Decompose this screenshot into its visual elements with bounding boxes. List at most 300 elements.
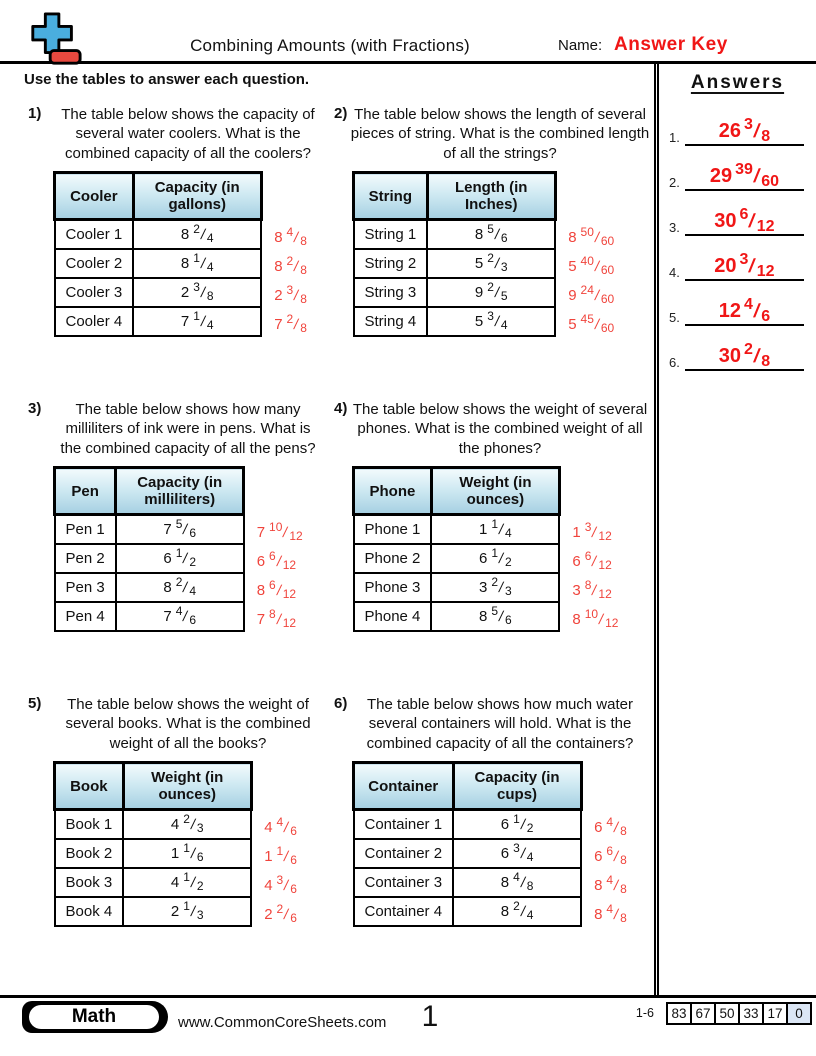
fraction-fd: 2 (505, 554, 512, 569)
fraction-fd: 2 (526, 820, 534, 835)
row-value (123, 839, 251, 868)
table-row (55, 220, 308, 249)
table-col-header-item: Pen (55, 468, 116, 515)
fraction-fn: 2 (513, 898, 520, 913)
fraction-fd: 6 (196, 849, 204, 864)
row-value (133, 278, 261, 307)
table-col-header-item: Book (55, 763, 124, 810)
fraction-fn: 24 (580, 282, 594, 297)
fraction-fn: 6 (606, 843, 614, 858)
fraction-fs: / (282, 848, 290, 865)
fraction-fw: 8 (163, 578, 172, 596)
fraction-fd: 3 (196, 820, 204, 835)
fraction-fn: 3 (193, 279, 200, 294)
row-converted-answer (244, 573, 304, 602)
problem-table (53, 466, 305, 632)
fraction-fs: / (497, 550, 505, 567)
fraction-fd: 6 (290, 910, 297, 925)
table-col-header-value: Length (in Inches) (427, 173, 555, 220)
problem (24, 392, 330, 687)
fraction-fw: 2 (180, 283, 190, 301)
fraction-fn: 50 (580, 224, 594, 239)
row-label: Pen 3 (55, 573, 116, 602)
fraction-fs: / (292, 258, 300, 275)
row-label: Cooler 1 (55, 220, 134, 249)
row-value (453, 868, 581, 897)
problem-table-wrap (352, 171, 654, 337)
table-col-header-item: Cooler (55, 173, 134, 220)
fraction-fw: 7 (256, 523, 266, 541)
row-label: Book 2 (55, 839, 124, 868)
fraction-fw: 1 (170, 844, 180, 862)
row-converted-answer (251, 810, 298, 839)
table-body (354, 810, 628, 926)
answer-item (669, 341, 804, 371)
table-body (354, 220, 616, 336)
fraction-fd: 6 (505, 612, 512, 627)
row-label: Book 3 (55, 868, 124, 897)
fraction-fn: 2 (183, 811, 190, 826)
fraction-fs: / (497, 579, 505, 596)
table-row (354, 515, 619, 544)
fraction-fn: 2 (744, 341, 753, 358)
fraction-fs: / (751, 121, 762, 142)
fraction-fd: 12 (605, 615, 619, 630)
fraction-fd: 60 (761, 173, 779, 190)
fraction-fn: 2 (487, 279, 494, 294)
problem (24, 687, 330, 927)
fraction-fn: 2 (487, 250, 494, 265)
fraction-fd: 6 (761, 308, 771, 325)
problem-table (352, 761, 629, 927)
row-value (431, 515, 559, 544)
row-value (116, 515, 244, 544)
fraction-fw: 6 (500, 844, 510, 862)
fraction-fd: 2 (196, 878, 204, 893)
fraction-fd: 60 (600, 291, 615, 306)
subject-label: Math (29, 1005, 159, 1029)
problem (330, 97, 654, 392)
fraction-fw: 8 (274, 257, 283, 275)
problem-table (53, 761, 299, 927)
fraction-fw: 8 (256, 581, 266, 599)
fraction-fw: 6 (479, 549, 488, 567)
fraction-fs: / (519, 874, 527, 891)
fraction-fw: 9 (474, 283, 484, 301)
problem (330, 687, 654, 927)
table-header-row (354, 468, 619, 515)
table-col-header-item: Container (354, 763, 454, 810)
fraction-fs: / (282, 877, 290, 894)
fraction-fn: 1 (491, 545, 499, 560)
table-row (354, 602, 619, 631)
table-row (354, 307, 616, 336)
fraction-fd: 8 (761, 128, 771, 145)
fraction-fn: 4 (606, 872, 614, 887)
row-label: Book 4 (55, 897, 124, 926)
fraction-fw: 20 (714, 255, 737, 277)
table-row (55, 839, 298, 868)
problem-table (352, 466, 619, 632)
row-converted-answer (251, 868, 298, 897)
problem-table-wrap (53, 171, 330, 337)
fraction-fn: 3 (286, 282, 294, 297)
problem-question: The table below shows the length of several pieces of string. What is the combined length of all the strings? (350, 106, 650, 162)
fraction-fw: 30 (718, 345, 741, 367)
fraction-fd: 3 (500, 259, 508, 274)
fraction-fw: 8 (500, 902, 510, 920)
fraction-fd: 6 (290, 852, 297, 867)
fraction-fw: 8 (500, 873, 510, 891)
fraction-fw: 5 (474, 312, 484, 330)
row-label: Phone 4 (354, 602, 432, 631)
fraction-fs: / (597, 611, 605, 628)
fraction-fd: 8 (620, 823, 627, 838)
fraction-fn: 40 (580, 253, 594, 268)
fraction-fn: 6 (584, 548, 592, 563)
fraction-fs: / (181, 550, 190, 567)
fraction-fw: 4 (264, 818, 273, 836)
table-body (55, 810, 298, 926)
table-row (354, 249, 616, 278)
row-value (453, 897, 581, 926)
problem-question: The table below shows the capacity of several water coolers. What is the combined capacity of all the coolers? (61, 106, 315, 162)
fraction-fs: / (199, 226, 207, 243)
answer-index: 4. (669, 265, 680, 280)
problem-table-wrap (352, 466, 654, 632)
fraction-fd: 6 (189, 612, 197, 627)
fraction-fs: / (199, 284, 207, 301)
answers-title: Answers (690, 72, 785, 93)
fraction-fd: 8 (300, 262, 307, 277)
row-value (116, 602, 244, 631)
row-converted-answer (251, 839, 298, 868)
fraction-fn: 2 (276, 901, 284, 916)
fraction-fd: 4 (189, 583, 197, 598)
fraction-fn: 6 (739, 206, 749, 223)
row-label: Container 2 (354, 839, 454, 868)
fraction-fw: 8 (594, 876, 603, 894)
fraction-fw: 12 (718, 300, 741, 322)
fraction-fs: / (493, 313, 501, 330)
fraction-fn: 8 (584, 577, 592, 592)
fraction-fs: / (493, 226, 501, 243)
table-row (354, 897, 628, 926)
row-label: Cooler 4 (55, 307, 134, 336)
fraction-fs: / (292, 229, 300, 246)
fraction-fn: 4 (606, 814, 614, 829)
problem-table-wrap (53, 761, 330, 927)
row-converted-answer (261, 220, 308, 249)
page-header (0, 0, 816, 64)
fraction-fd: 8 (526, 878, 534, 893)
table-col-header-item: Phone (354, 468, 432, 515)
fraction-fd: 12 (282, 557, 297, 572)
score-box: 83 (666, 1002, 692, 1025)
fraction-fd: 4 (206, 259, 214, 274)
fraction-fs: / (612, 819, 620, 836)
score-box: 67 (690, 1002, 716, 1025)
fraction-fs: / (181, 608, 190, 625)
fraction-fw: 6 (500, 815, 510, 833)
fraction-fs: / (612, 877, 620, 894)
fraction-fs: / (282, 906, 290, 923)
answer-value (685, 206, 804, 236)
fraction-fn: 1 (183, 840, 190, 855)
fraction-fs: / (590, 553, 599, 570)
row-label: Pen 2 (55, 544, 116, 573)
table-row (354, 278, 616, 307)
problems-area (0, 64, 654, 995)
row-converted-answer (261, 249, 308, 278)
fraction-fw: 8 (568, 228, 577, 246)
fraction-fw: 5 (568, 315, 577, 333)
page-title: Combining Amounts (with Fractions) (190, 36, 470, 55)
fraction-fd: 6 (290, 881, 297, 896)
row-label: Book 1 (55, 810, 124, 839)
row-converted-answer (581, 897, 628, 926)
fraction-fn: 4 (276, 814, 284, 829)
fraction-fd: 12 (598, 528, 612, 543)
row-converted-answer (555, 220, 615, 249)
fraction-fn: 2 (193, 221, 200, 236)
fraction-fd: 60 (600, 320, 615, 335)
plus-minus-logo-icon (26, 11, 84, 67)
fraction-fs: / (747, 256, 758, 277)
fraction-fd: 12 (598, 557, 612, 572)
fraction-fs: / (275, 582, 283, 599)
fraction-fn: 2 (286, 311, 294, 326)
name-label: Name: (558, 37, 603, 54)
fraction-fw: 5 (474, 254, 484, 272)
fraction-fw: 1 (572, 523, 581, 541)
fraction-fn: 3 (744, 116, 753, 133)
problem-number: 5) (28, 695, 42, 712)
fraction-fd: 8 (620, 852, 627, 867)
row-label: Pen 1 (55, 515, 116, 544)
table-header-row (55, 173, 308, 220)
fraction-fn: 2 (491, 574, 499, 589)
row-value (431, 602, 559, 631)
answer-index: 1. (669, 130, 680, 145)
row-converted-answer (555, 249, 615, 278)
fraction-fd: 3 (505, 583, 512, 598)
fraction-fd: 8 (761, 353, 771, 370)
fraction-fw: 6 (163, 549, 172, 567)
fraction-fw: 7 (163, 520, 172, 538)
fraction-fn: 4 (606, 901, 614, 916)
row-value (116, 544, 244, 573)
problem-table (352, 171, 616, 337)
fraction-fd: 2 (189, 554, 197, 569)
fraction-fs: / (199, 313, 207, 330)
answer-value (685, 296, 804, 326)
answer-value (685, 161, 804, 191)
fraction-fw: 8 (572, 610, 581, 628)
fraction-fn: 4 (286, 224, 294, 239)
fraction-fs: / (612, 906, 620, 923)
problem (330, 392, 654, 687)
fraction-fw: 26 (718, 120, 741, 142)
problem-number: 1) (28, 105, 42, 122)
fraction-fw: 8 (479, 607, 488, 625)
row-label: Phone 2 (354, 544, 432, 573)
fraction-fn: 1 (513, 811, 520, 826)
row-converted-answer (581, 868, 628, 897)
row-label: Phone 1 (354, 515, 432, 544)
table-row (354, 544, 619, 573)
fraction-fs: / (519, 845, 527, 862)
table-row (55, 897, 298, 926)
page-footer (0, 995, 816, 1053)
fraction-fn: 1 (183, 869, 190, 884)
fraction-fw: 4 (170, 815, 180, 833)
row-label: Cooler 3 (55, 278, 134, 307)
table-row (55, 573, 304, 602)
table-col-header-spacer (559, 468, 618, 515)
fraction-fd: 12 (756, 218, 775, 235)
table-col-header-spacer (581, 763, 628, 810)
fraction-fs: / (181, 521, 190, 538)
fraction-fw: 4 (170, 873, 180, 891)
row-value (123, 868, 251, 897)
score-box: 50 (714, 1002, 740, 1025)
table-row (55, 515, 304, 544)
fraction-fd: 12 (289, 528, 303, 543)
answer-index: 2. (669, 175, 680, 190)
fraction-fs: / (189, 903, 197, 920)
row-value (133, 249, 261, 278)
fraction-fw: 7 (180, 312, 190, 330)
fraction-fs: / (751, 301, 762, 322)
row-converted-answer (251, 897, 298, 926)
problem (24, 97, 330, 392)
row-converted-answer (559, 602, 618, 631)
problem-number: 2) (334, 105, 348, 122)
fraction-fn: 6 (269, 577, 276, 592)
table-col-header-spacer (555, 173, 615, 220)
fraction-fw: 5 (568, 257, 577, 275)
row-value (427, 307, 555, 336)
subject-badge (22, 1001, 168, 1033)
row-value (431, 544, 559, 573)
answer-index: 5. (669, 310, 680, 325)
answer-item (669, 251, 804, 281)
answers-panel (654, 64, 816, 995)
answer-value (685, 251, 804, 281)
fraction-fd: 12 (282, 615, 297, 630)
row-converted-answer (261, 278, 308, 307)
fraction-fn: 1 (276, 843, 284, 858)
fraction-fs: / (189, 845, 197, 862)
problem-table (53, 171, 309, 337)
instructions: Use the tables to answer each question. (24, 71, 310, 88)
fraction-fn: 8 (269, 606, 276, 621)
fraction-fs: / (292, 287, 300, 304)
table-row (55, 868, 298, 897)
row-value (427, 278, 555, 307)
answers-list (659, 116, 816, 371)
fraction-fw: 2 (264, 905, 273, 923)
problem-question: The table below shows the weight of several phones. What is the combined weight of all the phones? (352, 401, 648, 457)
fraction-fs: / (593, 287, 601, 304)
problem-number: 4) (334, 400, 348, 417)
fraction-fn: 3 (487, 308, 494, 323)
fraction-fn: 2 (175, 574, 183, 589)
fraction-fw: 8 (274, 228, 283, 246)
row-label: Cooler 2 (55, 249, 134, 278)
fraction-fs: / (181, 579, 190, 596)
answer-item (669, 296, 804, 326)
fraction-fw: 7 (274, 315, 283, 333)
fraction-fs: / (292, 316, 300, 333)
problem-question: The table below shows the weight of several books. What is the combined weight of all the books? (65, 696, 311, 752)
row-converted-answer (261, 307, 308, 336)
fraction-fn: 3 (739, 251, 749, 268)
fraction-fs: / (593, 316, 601, 333)
table-row (55, 602, 304, 631)
name-value: Answer Key (614, 34, 728, 55)
website-url: www.CommonCoreSheets.com (178, 1014, 387, 1031)
table-col-header-value: Capacity (in milliliters) (116, 468, 244, 515)
fraction-fw: 4 (264, 876, 273, 894)
fraction-fs: / (590, 582, 599, 599)
row-converted-answer (559, 515, 618, 544)
fraction-fn: 5 (487, 221, 494, 236)
fraction-fd: 4 (206, 230, 214, 245)
problem-range: 1-6 (635, 1006, 654, 1020)
fraction-fd: 60 (600, 233, 615, 248)
fraction-fd: 4 (500, 317, 508, 332)
answer-value (685, 116, 804, 146)
table-row (55, 249, 308, 278)
fraction-fn: 2 (286, 253, 294, 268)
fraction-fw: 8 (180, 225, 190, 243)
fraction-fs: / (590, 524, 599, 541)
fraction-fs: / (593, 229, 601, 246)
problems-grid (24, 97, 654, 927)
fraction-fd: 4 (526, 907, 534, 922)
content (0, 64, 816, 995)
row-value (116, 573, 244, 602)
answer-value (685, 341, 804, 371)
fraction-fn: 1 (193, 308, 200, 323)
table-row (354, 839, 628, 868)
table-body (55, 515, 304, 631)
fraction-fs: / (519, 816, 527, 833)
row-label: Phone 3 (354, 573, 432, 602)
row-label: Pen 4 (55, 602, 116, 631)
fraction-fs: / (275, 611, 283, 628)
fraction-fw: 1 (479, 520, 488, 538)
fraction-fn: 1 (193, 250, 200, 265)
answer-index: 3. (669, 220, 680, 235)
fraction-fw: 8 (474, 225, 484, 243)
row-label: String 3 (354, 278, 428, 307)
problem-question: The table below shows how much water several containers will hold. What is the combined capacity of all the containers? (366, 696, 634, 752)
fraction-fs: / (519, 903, 527, 920)
fraction-fs: / (189, 874, 197, 891)
fraction-fw: 7 (256, 610, 266, 628)
fraction-fn: 4 (513, 869, 520, 884)
row-converted-answer (555, 278, 615, 307)
table-col-header-value: Weight (in ounces) (431, 468, 559, 515)
row-converted-answer (555, 307, 615, 336)
row-converted-answer (559, 573, 618, 602)
answer-item (669, 116, 804, 146)
fraction-fn: 5 (491, 603, 499, 618)
fraction-fs: / (751, 166, 762, 187)
